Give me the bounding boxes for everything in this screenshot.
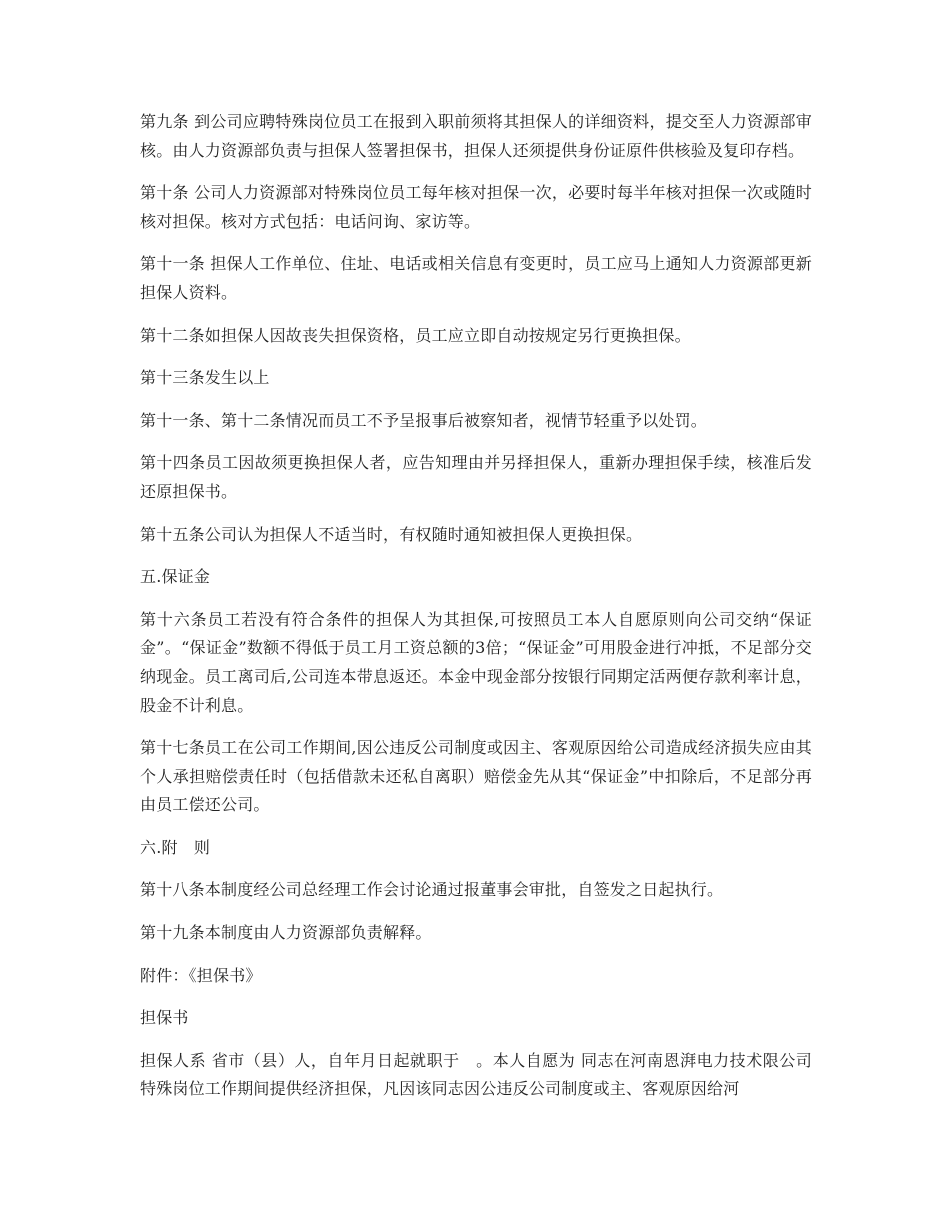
section-heading-supplementary: 六.附 则: [140, 837, 211, 857]
article-18: 第十八条本制度经公司总经理工作会讨论通过报董事会审批，自签发之日起执行。: [140, 880, 724, 900]
article-11: 第十一条 担保人工作单位、住址、电话或相关信息有变更时，员工应马上通知人力资源部更新担保人资料。: [140, 254, 812, 302]
section-heading-deposit: 五.保证金: [140, 567, 211, 587]
guarantee-letter-title: 担保书: [140, 1008, 189, 1028]
document-page: [140, 108, 812, 1118]
article-17: 第十七条员工在公司工作期间,因公违反公司制度或因主、客观原因给公司造成经济损失应由其个人承担赔偿责任时（包括借款未还私自离职）赔偿金先从其“保证金”中扣除后，不足部分再由员工偿还公司。: [140, 738, 812, 815]
attachment-line: 附件：《担保书》: [140, 965, 262, 985]
article-13: 第十三条发生以上: [140, 368, 270, 388]
article-10: 第十条 公司人力资源部对特殊岗位员工每年核对担保一次，必要时每半年核对担保一次或随时核对担保。核对方式包括：电话问询、家访等。: [140, 183, 812, 231]
article-16: 第十六条员工若没有符合条件的担保人为其担保,可按照员工本人自愿原则向公司交纳“保证金”。“保证金”数额不得低于员工月工资总额的3倍；“保证金”可用股金进行冲抵，不足部分交纳现金。员工离司后,公司连本带息返还。本金中现金部分按银行同期定活两便存款利率计息，股金不计利息。: [140, 609, 812, 715]
article-13-continued: 第十一条、第十二条情况而员工不予呈报事后被察知者，视情节轻重予以处罚。: [140, 410, 708, 430]
article-9: 第九条 到公司应聘特殊岗位员工在报到入职前须将其担保人的详细资料，提交至人力资源部审核。由人力资源部负责与担保人签署担保书，担保人还须提供身份证原件供核验及复印存档。: [140, 112, 812, 160]
article-19: 第十九条本制度由人力资源部负责解释。: [140, 923, 432, 943]
article-14: 第十四条员工因故须更换担保人者，应告知理由并另择担保人，重新办理担保手续，核准后发还原担保书。: [140, 453, 812, 501]
article-15: 第十五条公司认为担保人不适当时，有权随时通知被担保人更换担保。: [140, 524, 643, 544]
article-12: 第十二条如担保人因故丧失担保资格，员工应立即自动按规定另行更换担保。: [140, 325, 691, 345]
guarantee-letter-body: 担保人系 省市（县）人，自年月日起就职于 。本人自愿为 同志在河南恩湃电力技术限公司特殊岗位工作期间提供经济担保，凡因该同志因公违反公司制度或主、客观原因给河: [140, 1050, 812, 1099]
